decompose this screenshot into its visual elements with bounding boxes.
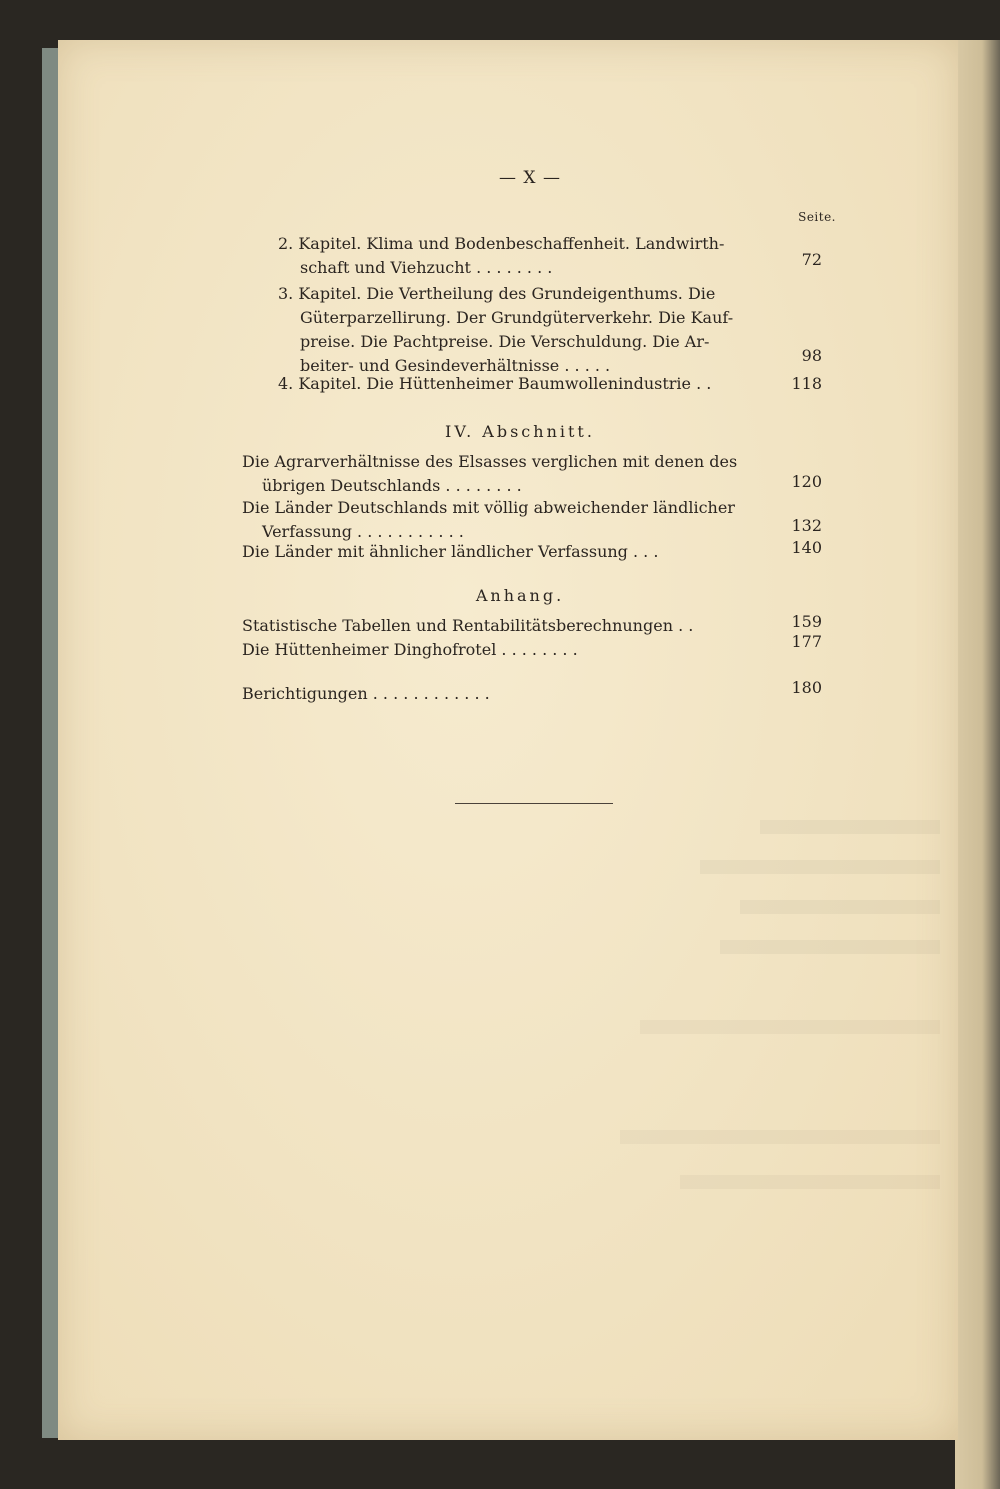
toc-line: beiter- und Gesindeverhältnisse . . . . . <box>300 356 611 375</box>
toc-entry-chapter-4 <box>278 372 768 396</box>
toc-entry-aehnliche-verfassung <box>242 540 772 564</box>
page-number: 180 <box>791 678 822 697</box>
toc-line: Berichtigungen . . . . . . . . . . . . <box>242 684 490 703</box>
closing-rule <box>455 803 613 804</box>
toc-line: 4. Kapitel. Die Hüttenheimer Baumwollenindustrie . . <box>278 374 712 393</box>
toc-line: Verfassung . . . . . . . . . . . <box>262 522 464 541</box>
toc-entry-dinghofrotel <box>242 638 772 662</box>
toc-line: Die Länder Deutschlands mit völlig abweichender ländlicher <box>242 498 735 517</box>
toc-line: Die Agrarverhältnisse des Elsasses verglichen mit denen des <box>242 452 738 471</box>
toc-line: 3. Kapitel. Die Vertheilung des Grundeigenthums. Die <box>278 284 716 303</box>
toc-line: preise. Die Pachtpreise. Die Verschuldung. Die Ar- <box>300 332 710 351</box>
toc-entry-abweichende-verfassung <box>242 496 772 544</box>
toc-entry-berichtigungen <box>242 682 772 706</box>
page-number: 72 <box>801 250 822 269</box>
section-title-iv: IV. Abschnitt. <box>445 422 595 441</box>
page-number: 159 <box>791 612 822 631</box>
page-number: 98 <box>801 346 822 365</box>
page-number: 118 <box>791 374 822 393</box>
page-number: 140 <box>791 538 822 557</box>
seite-column-label: Seite. <box>798 210 836 224</box>
toc-line: Die Hüttenheimer Dinghofrotel . . . . . . . . <box>242 640 578 659</box>
page-number: 177 <box>791 632 822 651</box>
toc-line: Güterparzellirung. Der Grundgüterverkehr. Die Kauf- <box>300 308 734 327</box>
toc-line: schaft und Viehzucht . . . . . . . . <box>300 258 553 277</box>
toc-entry-agrarverhaeltnisse <box>242 450 772 498</box>
toc-line: 2. Kapitel. Klima und Bodenbeschaffenheit. Landwirth- <box>278 234 725 253</box>
page-header: — X — <box>499 168 561 188</box>
toc-entry-chapter-3 <box>278 282 768 378</box>
toc-line: Die Länder mit ähnlicher ländlicher Verfassung . . . <box>242 542 659 561</box>
toc-line: Statistische Tabellen und Rentabilitätsberechnungen . . <box>242 616 694 635</box>
section-title-anhang: Anhang. <box>475 586 565 605</box>
page-number: 120 <box>791 472 822 491</box>
toc-line: übrigen Deutschlands . . . . . . . . <box>262 476 522 495</box>
toc-entry-statistische-tabellen <box>242 614 772 638</box>
toc-entry-chapter-2 <box>278 232 768 280</box>
page-number: 132 <box>791 516 822 535</box>
